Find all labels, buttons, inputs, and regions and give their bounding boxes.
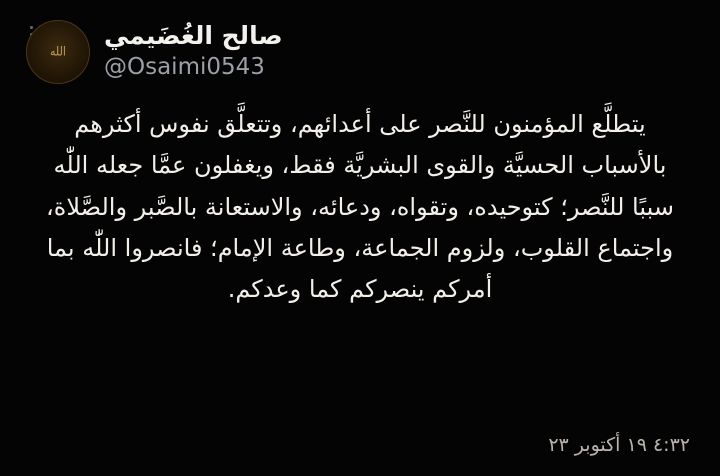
tweet-header	[26, 18, 694, 94]
tweet-footer	[26, 428, 694, 462]
author-handle[interactable]: @Osaimi0543	[104, 54, 265, 81]
timestamp: ٤:٣٢ ١٩ أكتوبر ٢٣	[548, 434, 690, 456]
author-names	[104, 18, 283, 83]
tweet-text: يتطلَّع المؤمنون للنَّصر على أعدائهم، وتتعلَّق نفوس أكثرهم بالأسباب الحسيَّة والقوى البشريَّة فقط، ويغفلون عمَّا جعله اللّٰه سببًا للنَّصر؛ كتوحيده، وتقواه، ودعائه، والاستعانة بالصَّبر والصَّلاة، واجتماع القلوب، ولزوم الجماعة، وطاعة الإمام؛ فانصروا اللّٰه بما أمركم ينصركم كما وعدكم.	[46, 110, 674, 304]
gold-calligraphy-avatar: الله	[50, 44, 66, 60]
avatar[interactable]	[26, 20, 90, 84]
author-display-name[interactable]: صالح الغُضَيمي	[104, 21, 283, 50]
